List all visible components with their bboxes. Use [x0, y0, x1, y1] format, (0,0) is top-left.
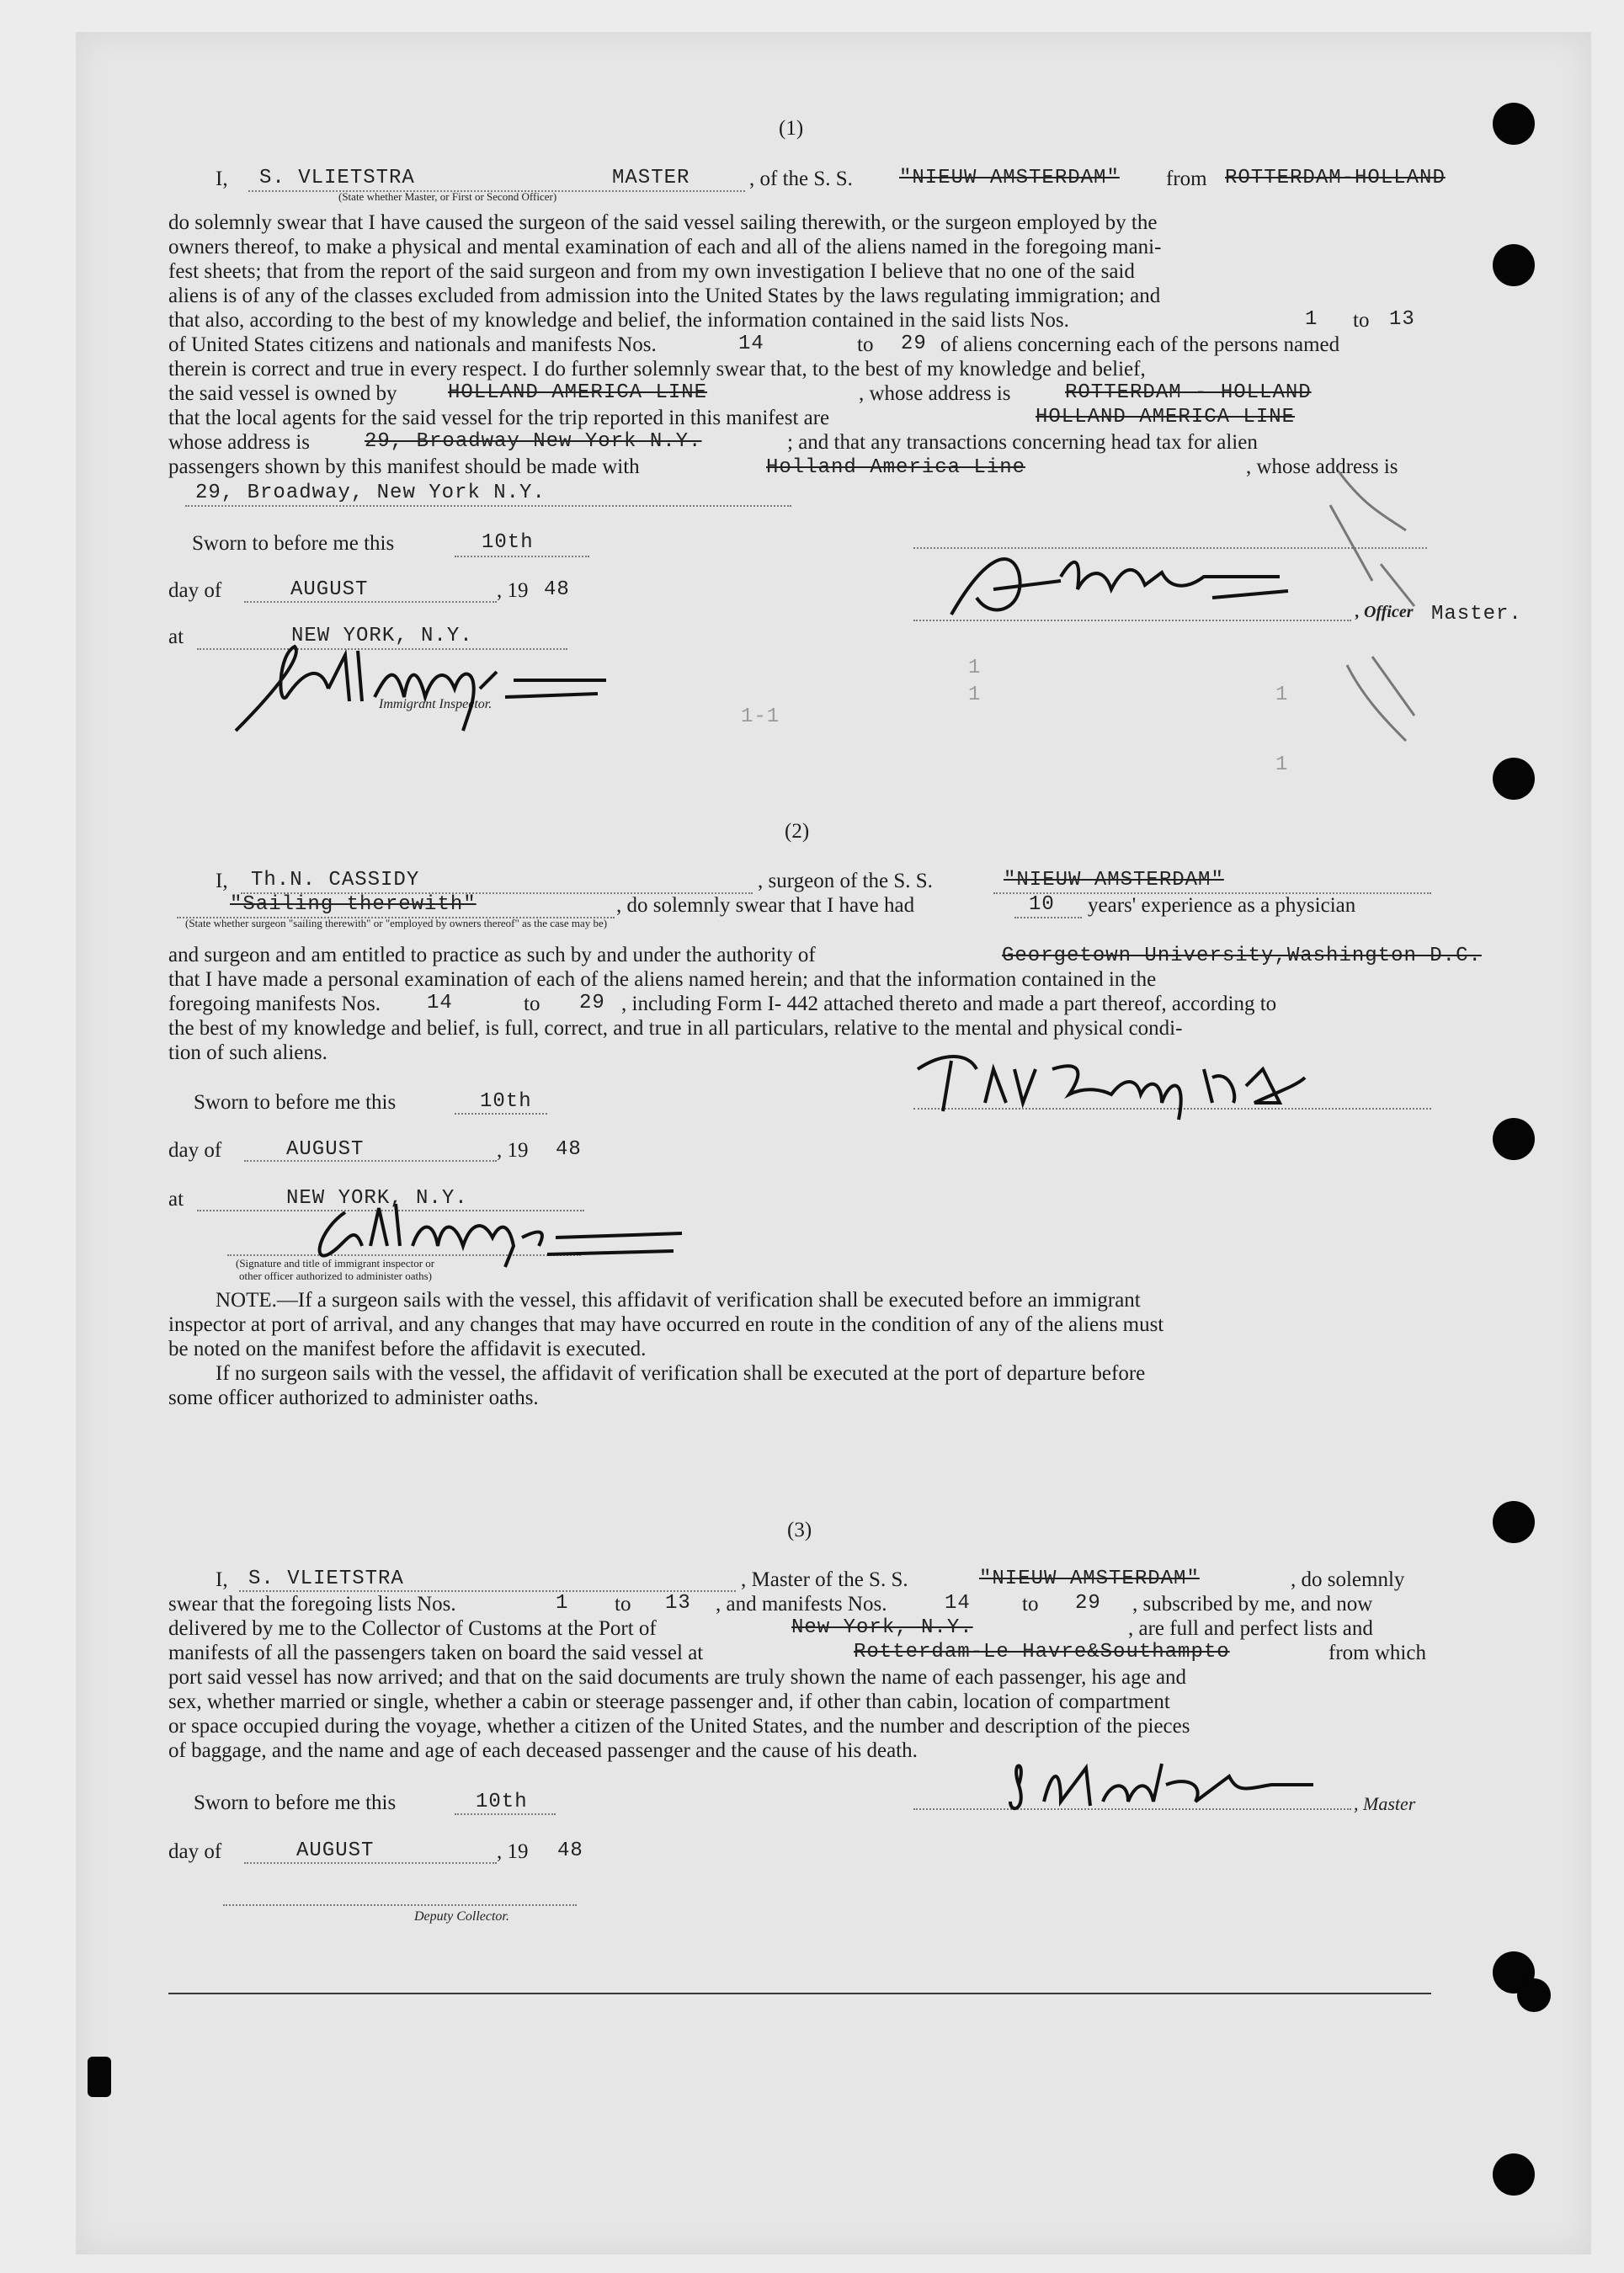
section-number: (3)	[787, 1519, 812, 1541]
surgeon-signature	[909, 1044, 1330, 1128]
text: years' experience as a physician	[1088, 894, 1356, 917]
label: at	[168, 1188, 184, 1211]
bleed-through-mark: 1	[1275, 753, 1289, 776]
text: I,	[216, 870, 228, 892]
month: AUGUST	[286, 1138, 365, 1161]
month: AUGUST	[296, 1839, 375, 1862]
manifests-from: 14	[427, 992, 453, 1014]
label: Sworn to before me this	[194, 1791, 397, 1814]
paragraph-line: that I have made a personal examination of each of the aliens named herein; and that the information contained in the	[168, 968, 1157, 991]
paragraph-line: the said vessel is owned by	[168, 382, 397, 405]
paragraph-line: tion of such aliens.	[168, 1041, 327, 1064]
master-signature	[993, 1751, 1330, 1818]
field-caption: Deputy Collector.	[414, 1909, 509, 1924]
head-tax-with: Holland America Line	[766, 456, 1026, 479]
paragraph-line: swear that the foregoing lists Nos.	[168, 1593, 456, 1616]
underline	[244, 601, 497, 603]
sworn-day: 10th	[480, 1090, 532, 1113]
manifests-to: 29	[901, 333, 927, 355]
text: to	[524, 993, 540, 1015]
label: , Officer	[1355, 603, 1414, 621]
text: I,	[216, 168, 228, 190]
years-experience: 10	[1029, 893, 1055, 916]
owner-address: ROTTERDAM - HOLLAND	[1065, 381, 1312, 404]
paragraph-line: that the local agents for the said vessel for the trip reported in this manifest are	[168, 407, 830, 429]
paragraph-line: sex, whether married or single, whether a cabin or steerage passenger and, if other than cabin, location of compartment	[168, 1690, 1170, 1713]
inspector-signature	[227, 638, 623, 739]
text: from	[1166, 168, 1207, 190]
lists-from: 1	[1305, 308, 1318, 331]
punch-hole	[1493, 1118, 1535, 1160]
field-caption: (Signature and title of immigrant inspector or	[236, 1257, 435, 1270]
note-line: some officer authorized to administer oaths.	[168, 1387, 539, 1409]
month: AUGUST	[290, 578, 369, 601]
local-agents: HOLLAND AMERICA LINE	[1036, 406, 1296, 429]
inspector-signature	[295, 1195, 690, 1271]
punch-hole	[1493, 1501, 1535, 1543]
text: , 19	[497, 579, 529, 602]
manifests-from: 14	[945, 1592, 971, 1615]
label: Sworn to before me this	[194, 1091, 397, 1114]
bleed-through-mark: 1	[1275, 684, 1289, 706]
bleed-through-mark: 1	[968, 657, 982, 679]
paragraph-line: that also, according to the best of my knowledge and belief, the information contained in the said lists Nos.	[168, 309, 1069, 332]
paragraph-line: port said vessel has now arrived; and that on the said documents are truly shown the name of each passenger, his age and	[168, 1666, 1187, 1689]
ship-name: "NIEUW AMSTERDAM"	[899, 167, 1120, 189]
field-caption: Immigrant Inspector.	[379, 697, 493, 711]
paragraph-line: whose address is	[168, 431, 311, 454]
surgeon-status: "Sailing therewith"	[230, 893, 477, 916]
label: , Master	[1354, 1793, 1416, 1814]
text: , Master of the S. S.	[741, 1568, 908, 1591]
officer-role: MASTER	[612, 167, 690, 189]
text: , and manifests Nos.	[716, 1593, 887, 1616]
text: to	[857, 333, 874, 356]
text: , subscribed by me, and now	[1132, 1593, 1373, 1616]
divider	[168, 1993, 1431, 1994]
field-caption: (State whether surgeon "sailing therewith" or "employed by owners thereof" as the case may be)	[185, 917, 608, 929]
text: , whose address is	[1246, 455, 1398, 478]
officer-title: Master.	[1431, 603, 1522, 625]
place: NEW YORK, N.Y.	[286, 1187, 468, 1210]
underline	[455, 1813, 556, 1815]
lists-from: 1	[556, 1592, 569, 1615]
manifests-to: 29	[579, 992, 605, 1014]
torn-corner	[88, 2057, 111, 2097]
surgeon-name: Th.N. CASSIDY	[251, 869, 420, 892]
text: ; and that any transactions concerning head tax for alien	[787, 431, 1258, 454]
underline	[1014, 917, 1082, 918]
departure-port: ROTTERDAM-HOLLAND	[1225, 167, 1446, 189]
punch-hole	[1493, 2153, 1535, 2196]
note-line: be noted on the manifest before the affidavit is executed.	[168, 1338, 647, 1360]
embarkation-ports: Rotterdam-Le Havre&Southampto	[854, 1641, 1230, 1663]
manifests-from: 14	[738, 333, 764, 355]
authority: Georgetown University,Washington D.C.	[1002, 945, 1482, 967]
year: 48	[544, 578, 570, 601]
field-caption: other officer authorized to administer oaths)	[239, 1270, 432, 1282]
text: , 19	[497, 1139, 529, 1162]
vessel-owner: HOLLAND AMERICA LINE	[448, 381, 708, 404]
sworn-day: 10th	[482, 531, 534, 554]
paragraph-line: of baggage, and the name and age of each deceased passenger and the cause of his death.	[168, 1739, 918, 1762]
note-line: NOTE.—If a surgeon sails with the vessel, this affidavit of verification shall be executed before an immigrant	[216, 1289, 1141, 1312]
label: day of	[168, 1840, 222, 1863]
sworn-day: 10th	[476, 1791, 528, 1813]
paragraph-line: foregoing manifests Nos.	[168, 993, 381, 1015]
paragraph-line: delivered by me to the Collector of Customs at the Port of	[168, 1617, 657, 1640]
punch-hole	[1493, 244, 1535, 286]
underline	[244, 1160, 497, 1162]
text: , do solemnly swear that I have had	[616, 894, 915, 917]
note-line: inspector at port of arrival, and any changes that may have occurred en route in the condition of any of the aliens must	[168, 1313, 1164, 1336]
master-name: S. VLIETSTRA	[248, 1568, 404, 1590]
paragraph-line: manifests of all the passengers taken on board the said vessel at	[168, 1642, 704, 1664]
text: , 19	[497, 1840, 529, 1863]
paragraph-line: of United States citizens and nationals and manifests Nos.	[168, 333, 657, 356]
label: Sworn to before me this	[192, 532, 395, 555]
text: , are full and perfect lists and	[1128, 1617, 1373, 1640]
label: at	[168, 625, 184, 648]
label: day of	[168, 579, 222, 602]
paragraph-line: or space occupied during the voyage, whether a citizen of the United States, and the number and description of the pieces	[168, 1715, 1190, 1738]
punch-hole	[1517, 1978, 1551, 2012]
paragraph-line: passengers shown by this manifest should be made with	[168, 455, 640, 478]
master-name: S. VLIETSTRA	[259, 167, 415, 189]
text: , of the S. S.	[749, 168, 853, 190]
paragraph-line: aliens is of any of the classes excluded from admission into the United States by the laws regulating immigration; and	[168, 285, 1161, 307]
ship-name: "NIEUW AMSTERDAM"	[979, 1568, 1200, 1590]
text: , do solemnly	[1291, 1568, 1405, 1591]
text: , including Form I- 442 attached thereto and made a part thereof, according to	[621, 993, 1277, 1015]
year: 48	[557, 1839, 583, 1862]
punch-hole	[1493, 103, 1535, 145]
punch-hole	[1493, 758, 1535, 800]
bleed-through-mark: 1-1	[741, 705, 780, 728]
section-number: (2)	[785, 820, 810, 843]
year: 48	[556, 1138, 582, 1161]
ship-name: "NIEUW AMSTERDAM"	[1004, 869, 1224, 892]
text: to	[1353, 309, 1370, 332]
underline	[455, 556, 589, 557]
text: from which	[1328, 1642, 1426, 1664]
underline	[223, 1904, 577, 1906]
text: , surgeon of the S. S.	[758, 870, 933, 892]
section-number: (1)	[779, 117, 804, 140]
agents-address: 29, Broadway New York N.Y.	[365, 430, 702, 453]
arrival-port: New York, N.Y.	[791, 1616, 973, 1639]
paragraph-line: the best of my knowledge and belief, is full, correct, and true in all particulars, relative to the mental and physical condi-	[168, 1017, 1183, 1040]
text: to	[615, 1593, 631, 1616]
note-line: If no surgeon sails with the vessel, the affidavit of verification shall be executed at the port of departure before	[216, 1362, 1146, 1385]
text: of aliens concerning each of the persons named	[940, 333, 1340, 356]
label: day of	[168, 1139, 222, 1162]
text: to	[1022, 1593, 1039, 1616]
lists-to: 13	[665, 1592, 691, 1615]
bleed-through-mark: 1	[968, 684, 982, 706]
manifests-to: 29	[1075, 1592, 1101, 1615]
underline	[455, 1113, 547, 1115]
underline	[185, 505, 791, 507]
master-signature	[934, 539, 1297, 631]
margin-pencil-marks	[1313, 455, 1440, 775]
text: , whose address is	[859, 382, 1011, 405]
lists-to: 13	[1389, 308, 1415, 331]
paragraph-line: fest sheets; that from the report of the said surgeon and from my own investigation I believe that no one of the said	[168, 260, 1135, 283]
paragraph-line: therein is correct and true in every respect. I do further solemnly swear that, to the best of my knowledge and belief,	[168, 358, 1146, 381]
underline	[244, 1862, 497, 1864]
field-caption: (State whether Master, or First or Second Officer)	[338, 190, 557, 203]
paragraph-line: owners thereof, to make a physical and mental examination of each and all of the aliens named in the foregoing mani-	[168, 236, 1162, 258]
place: NEW YORK, N.Y.	[291, 625, 473, 647]
head-tax-address: 29, Broadway, New York N.Y.	[195, 482, 546, 504]
paragraph-line: and surgeon and am entitled to practice as such by and under the authority of	[168, 944, 816, 966]
text: I,	[216, 1568, 228, 1591]
paragraph-line: do solemnly swear that I have caused the surgeon of the said vessel sailing therewith, or the surgeon employed by the	[168, 211, 1158, 234]
